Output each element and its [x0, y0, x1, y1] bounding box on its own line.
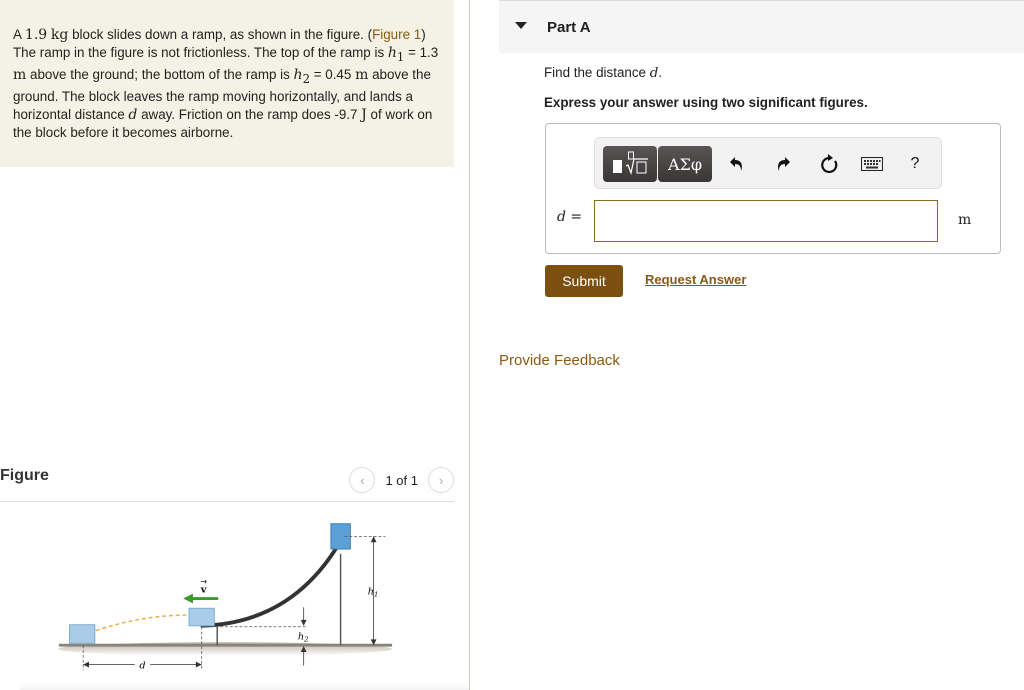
- templates-button[interactable]: [603, 146, 657, 182]
- mass-unit: kg: [50, 27, 69, 43]
- right-panel: [499, 0, 1024, 690]
- mass-value: 1.9: [24, 27, 48, 43]
- part-a-header[interactable]: [499, 0, 1024, 53]
- svg-text:v: v: [200, 584, 207, 596]
- figure-pager: [349, 467, 454, 493]
- trajectory: [96, 615, 189, 631]
- block-leaving: [189, 608, 214, 625]
- panel-divider: [469, 0, 470, 690]
- problem-statement: A 1.9 kg block slides down a ramp, as shown in the figure. (Figure 1) The ramp in the figure is not frictionless. The top of the ramp is $h_1 = 1.3$ m above the ground; the bottom of the ramp is $h_2 = 0.45$ m above the ground. The block leaves the ramp moving horizontally, and lands a horizontal distance d away. Friction on the ramp does -9.7 J of work on the block before it becomes airborne.: [0, 0, 454, 167]
- submit-button[interactable]: Submit: [545, 265, 623, 297]
- chevron-right-icon: ›: [438, 472, 444, 488]
- fraction-root-icon: [610, 151, 650, 177]
- provide-feedback-link[interactable]: Provide Feedback: [499, 352, 620, 369]
- undo-icon[interactable]: [725, 152, 749, 176]
- request-answer-link[interactable]: Request Answer: [645, 272, 747, 287]
- answer-instructions: Express your answer using two significant figures.: [544, 95, 868, 110]
- next-figure-button[interactable]: [428, 467, 454, 493]
- prev-figure-button[interactable]: [349, 467, 375, 493]
- ramp-figure: [40, 515, 410, 685]
- block-top: [331, 524, 350, 549]
- block-landed: [70, 625, 95, 643]
- svg-text:→: →: [200, 576, 207, 586]
- figure-title: Figure: [0, 467, 49, 484]
- answer-input[interactable]: [594, 200, 938, 242]
- d-label: d: [139, 660, 146, 672]
- ramp-curve: [201, 539, 342, 625]
- reset-icon[interactable]: [817, 152, 841, 176]
- answer-box: [545, 123, 1001, 254]
- part-title: Part A: [547, 19, 591, 36]
- symbols-button[interactable]: ΑΣφ: [658, 146, 712, 182]
- pager-text: 1 of 1: [385, 472, 418, 488]
- figure-link[interactable]: Figure 1: [372, 27, 422, 42]
- help-button[interactable]: ?: [910, 155, 920, 172]
- left-panel: [0, 0, 470, 690]
- work-value: -9.7: [334, 106, 358, 122]
- answer-label: d =: [557, 209, 583, 225]
- chevron-left-icon: ‹: [360, 472, 365, 488]
- h1-label: $h_1$: [367, 586, 379, 599]
- answer-unit: m: [958, 212, 972, 228]
- figure-header: [0, 462, 454, 502]
- math-toolbar: [594, 137, 942, 189]
- caret-down-icon[interactable]: [515, 22, 527, 29]
- question-prompt: Find the distance d.: [544, 65, 663, 81]
- h2-label: $h_2$: [297, 631, 309, 644]
- h2-value: 0.45: [325, 66, 352, 82]
- velocity-arrow: [183, 594, 193, 604]
- keyboard-icon[interactable]: [859, 152, 885, 176]
- redo-icon[interactable]: [771, 152, 795, 176]
- h1-value: 1.3: [419, 45, 439, 60]
